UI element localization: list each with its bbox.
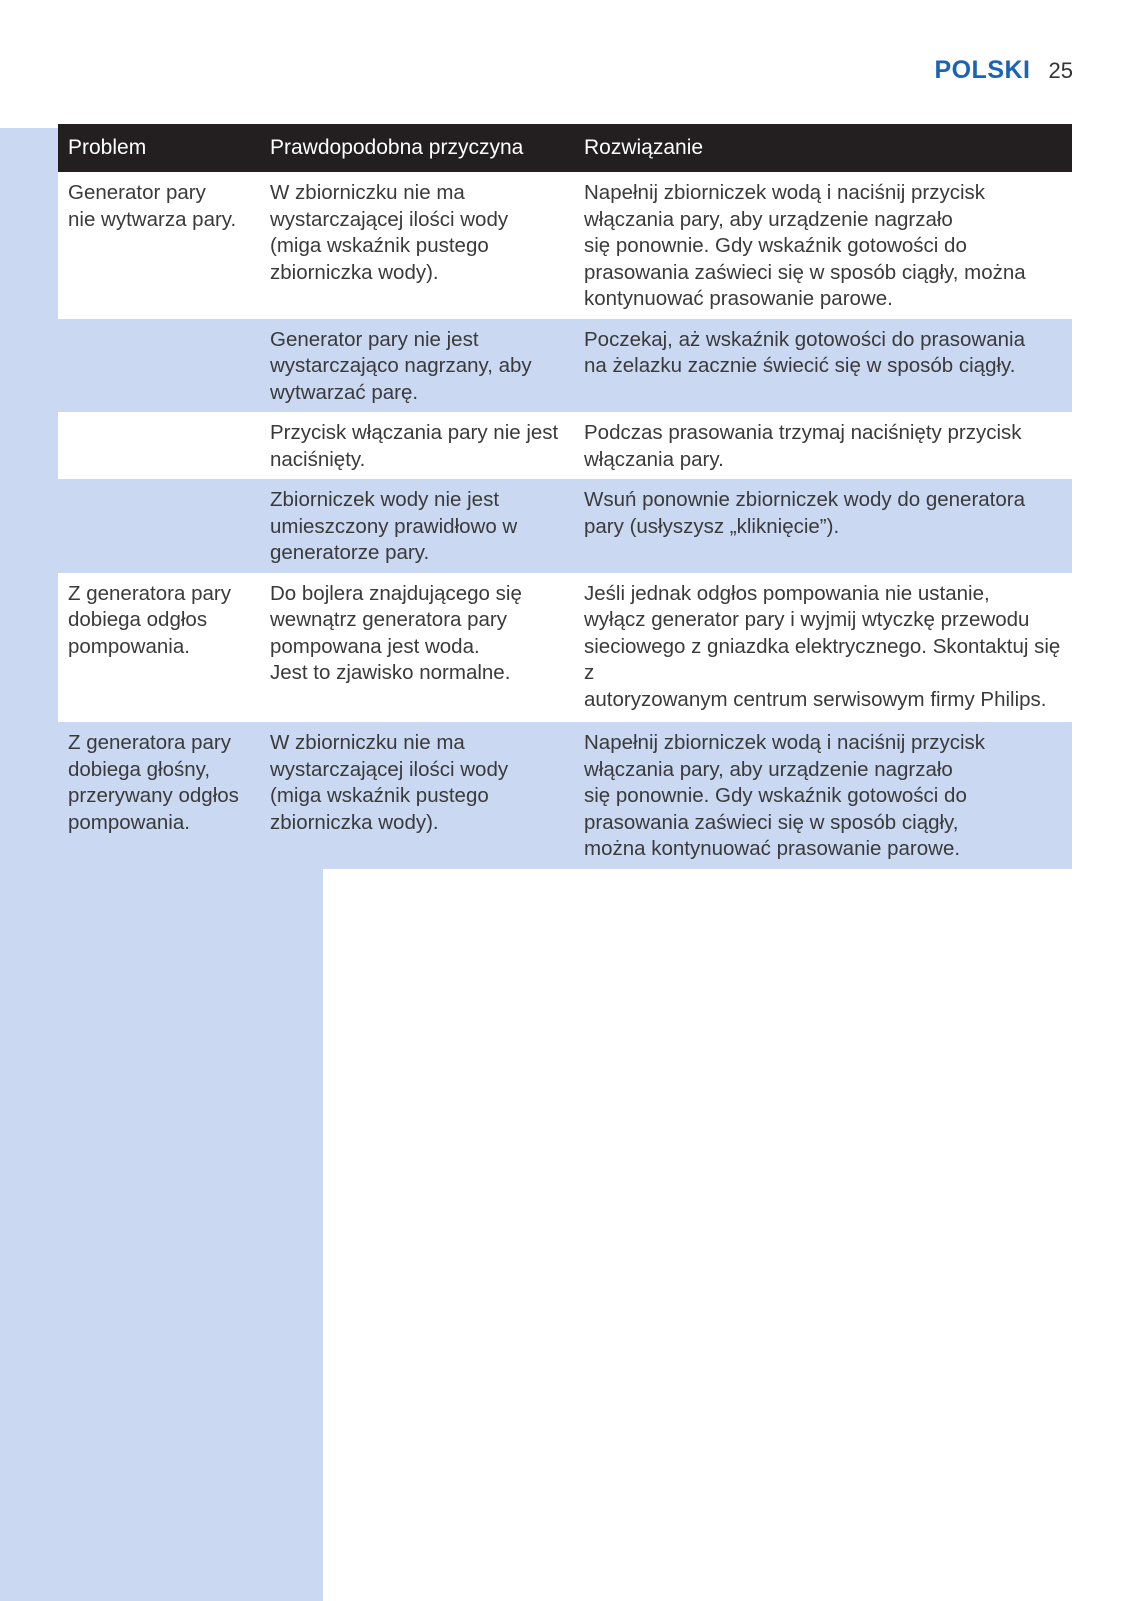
solution-cell: Napełnij zbiorniczek wodą i naciśnij przycisk włączania pary, aby urządzenie nagrzało się ponownie. Gdy wskaźnik gotowości do prasowania zaświeci się w sposób ciągły, można kontynuować prasowanie parowe.: [574, 721, 1072, 869]
column-header-solution: Rozwiązanie: [574, 124, 1072, 172]
solution-cell: Poczekaj, aż wskaźnik gotowości do prasowania na żelazku zacznie świecić się w sposób ciągły.: [574, 319, 1072, 413]
problem-cell: [58, 412, 260, 479]
solution-cell: Podczas prasowania trzymaj naciśnięty przycisk włączania pary.: [574, 412, 1072, 479]
cause-cell: Zbiorniczek wody nie jest umieszczony prawidłowo w generatorze pary.: [260, 479, 574, 573]
page-number: 25: [1048, 58, 1073, 83]
problem-cell: Z generatora pary dobiega głośny, przerywany odgłos pompowania.: [58, 721, 260, 869]
page-header: [934, 56, 1073, 85]
solution-cell: Wsuń ponownie zbiorniczek wody do generatora pary (usłyszysz „kliknięcie”).: [574, 479, 1072, 573]
problem-cell: Generator pary nie wytwarza pary.: [58, 172, 260, 319]
table-row: [58, 412, 1072, 479]
table-row: [58, 319, 1072, 413]
troubleshooting-table: [58, 124, 1072, 869]
problem-cell: Z generatora pary dobiega odgłos pompowania.: [58, 573, 260, 721]
column-header-problem: Problem: [58, 124, 260, 172]
column-header-cause: Prawdopodobna przyczyna: [260, 124, 574, 172]
table-row: [58, 721, 1072, 869]
table-header-row: [58, 124, 1072, 172]
cause-cell: Do bojlera znajdującego się wewnątrz generatora pary pompowana jest woda. Jest to zjawisko normalne.: [260, 573, 574, 721]
language-label: POLSKI: [934, 56, 1031, 84]
cause-cell: Przycisk włączania pary nie jest naciśnięty.: [260, 412, 574, 479]
table-row: [58, 479, 1072, 573]
solution-cell: Napełnij zbiorniczek wodą i naciśnij przycisk włączania pary, aby urządzenie nagrzało się ponownie. Gdy wskaźnik gotowości do prasowania zaświeci się w sposób ciągły, można kontynuować prasowanie parowe.: [574, 172, 1072, 319]
problem-cell: [58, 319, 260, 413]
cause-cell: W zbiorniczku nie ma wystarczającej ilości wody (miga wskaźnik pustego zbiorniczka wody).: [260, 172, 574, 319]
table-row: [58, 573, 1072, 721]
problem-cell: [58, 479, 260, 573]
table-row: [58, 172, 1072, 319]
solution-cell: Jeśli jednak odgłos pompowania nie ustanie, wyłącz generator pary i wyjmij wtyczkę przewodu sieciowego z gniazdka elektrycznego. Skontaktuj się z autoryzowanym centrum serwisowym firmy Philips.: [574, 573, 1072, 721]
cause-cell: Generator pary nie jest wystarczająco nagrzany, aby wytwarzać parę.: [260, 319, 574, 413]
cause-cell: W zbiorniczku nie ma wystarczającej ilości wody (miga wskaźnik pustego zbiorniczka wody).: [260, 721, 574, 869]
